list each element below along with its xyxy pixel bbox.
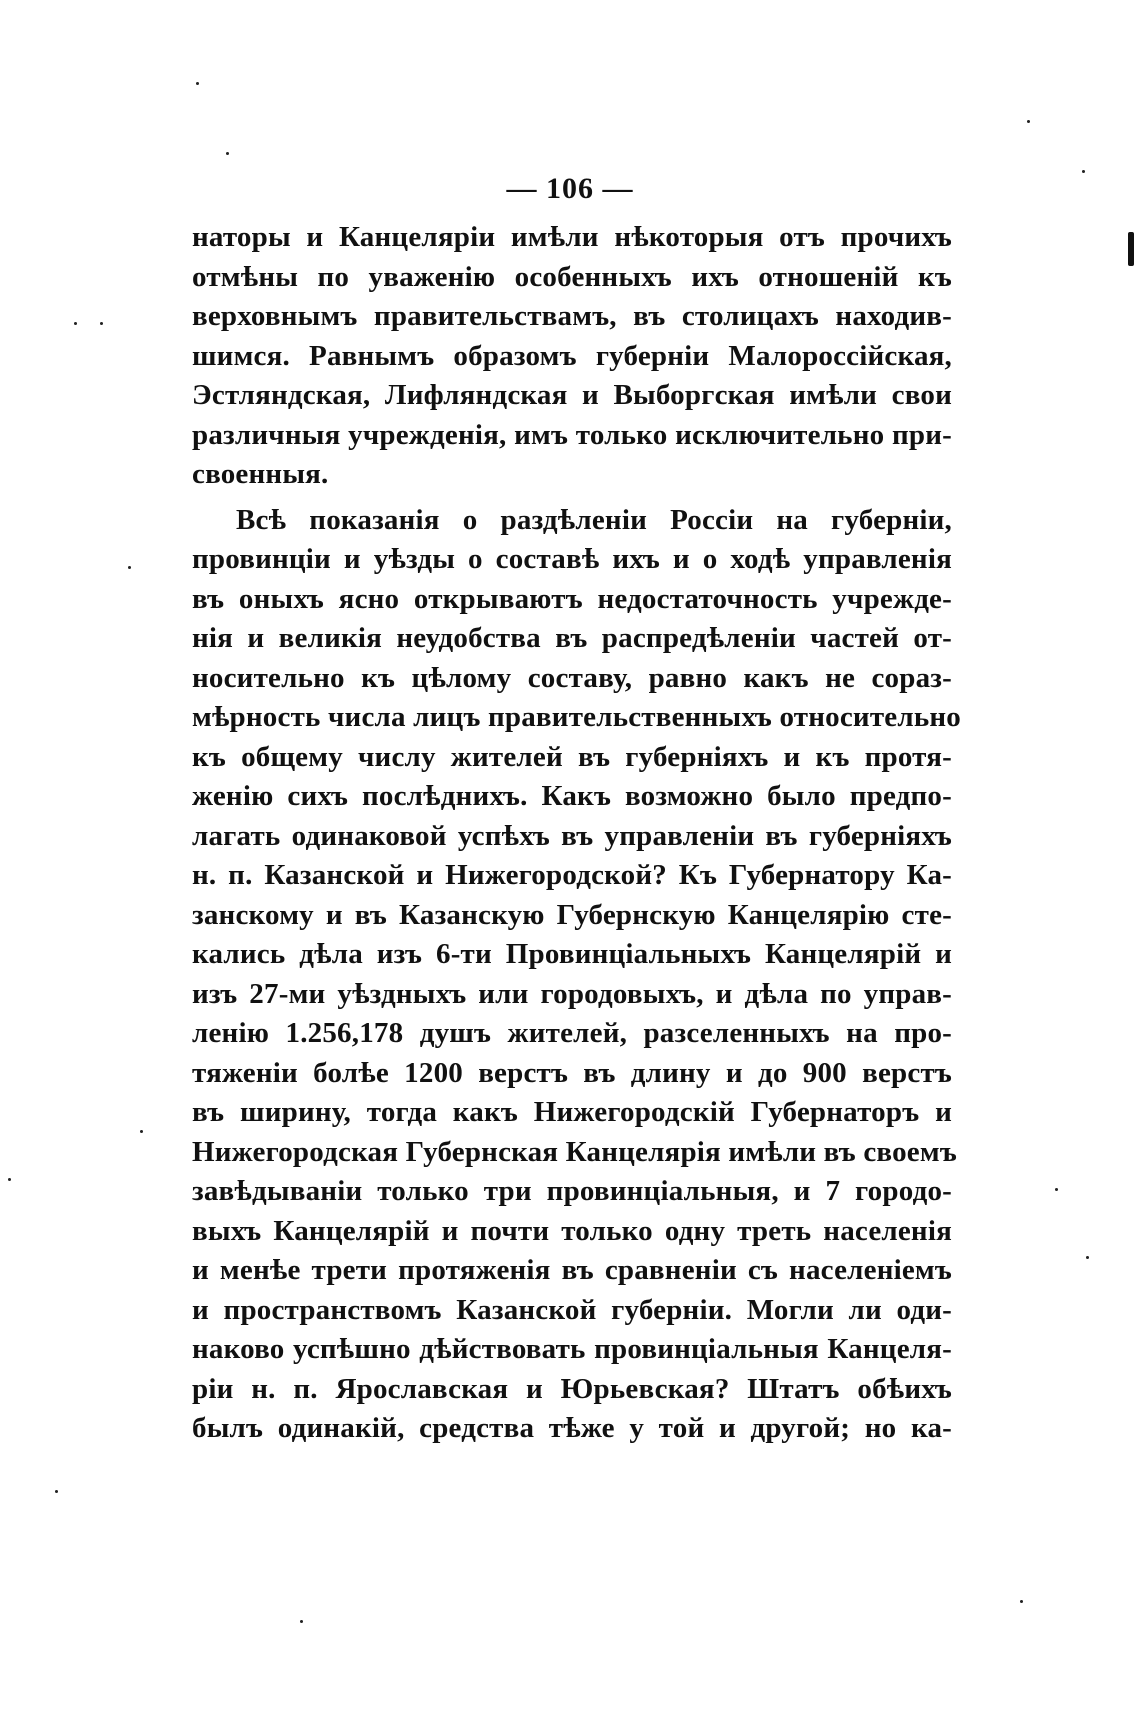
text-line: въ оныхъ ясно открываютъ недостаточность учрежде- [192,582,952,615]
text-line: Всѣ показанія о раздѣленіи Россіи на губерніи, [236,503,952,536]
text-line: въ ширину, тогда какъ Нижегородскій Губернаторъ и [192,1096,952,1128]
text-line: шимся. Равнымъ образомъ губерніи Малороссійская, [192,339,952,372]
body-text [192,218,961,1449]
text-line: наторы и Канцеляріи имѣли нѣкоторыя отъ прочихъ [192,221,952,253]
text-line: былъ одинакій, средства тѣже у той и другой; но ка- [192,1412,952,1444]
text-line: ленію 1.256,178 душъ жителей, разселенныхъ на про- [192,1017,952,1049]
text-line: нія и великія неудобства въ распредѣленіи частей от- [192,622,952,654]
text-line: носительно къ цѣлому составу, равно какъ не сораз- [192,661,952,694]
text-line: своенныя. [192,458,329,490]
scan-speck [1027,120,1030,123]
scan-edge-mark [1128,232,1134,266]
text-line: мѣрность числа лицъ правительственныхъ относительно [192,701,961,733]
text-line: н. п. Казанской и Нижегородской? Къ Губернатору Ка- [192,859,952,891]
text-line: верховнымъ правительствамъ, въ столицахъ находив- [192,300,952,332]
text-line: различныя учрежденія, имъ только исключительно при- [192,418,952,451]
text-line: лагать одинаковой успѣхъ въ управленіи въ губерніяхъ [192,819,952,852]
text-line: завѣдываніи только три провинціальныя, и 7 городо- [192,1175,952,1207]
scan-speck [74,322,77,325]
scan-speck [226,152,229,155]
scan-speck [1086,1256,1089,1259]
text-line: къ общему числу жителей въ губерніяхъ и къ протя- [192,740,952,773]
text-line: кались дѣла изъ 6-ти Провинціальныхъ Канцелярій и [192,938,952,970]
text-line: Эстляндская, Лифляндская и Выборгская имѣли свои [192,379,952,411]
scan-speck [1082,170,1085,173]
scan-speck [196,82,199,85]
scan-speck [128,566,131,569]
text-line: Нижегородская Губернская Канцелярія имѣли въ своемъ [192,1135,957,1168]
scan-speck [300,1620,303,1623]
text-line: тяженіи болѣе 1200 верстъ въ длину и до 900 верстъ [192,1056,952,1089]
text-line: и менѣе трети протяженія въ сравненіи съ населеніемъ [192,1254,952,1286]
text-line: и пространствомъ Казанской губерніи. Могли ли оди- [192,1293,952,1326]
scan-speck [1020,1600,1023,1603]
text-line: ріи н. п. Ярославская и Юрьевская? Штатъ обѣихъ [192,1372,952,1405]
scan-speck [8,1178,11,1181]
text-line: провинціи и уѣзды о составѣ ихъ и о ходѣ управленія [192,543,952,575]
text-line: выхъ Канцелярій и почти только одну треть населенія [192,1214,952,1247]
scan-speck [140,1130,143,1133]
text-line: изъ 27-ми уѣздныхъ или городовыхъ, и дѣла по управ- [192,977,952,1010]
text-line: отмѣны по уваженію особенныхъ ихъ отношеній къ [192,260,952,293]
scan-speck [100,322,103,325]
text-line: наково успѣшно дѣйствовать провинціальныя Канцеля- [192,1333,952,1365]
scan-speck [1055,1188,1058,1191]
text-line: женію сихъ послѣднихъ. Какъ возможно было предпо- [192,780,952,812]
scan-speck [55,1490,58,1493]
page-number: — 106 — [506,172,634,205]
text-line: занскому и въ Казанскую Губернскую Канцелярію сте- [192,898,952,931]
